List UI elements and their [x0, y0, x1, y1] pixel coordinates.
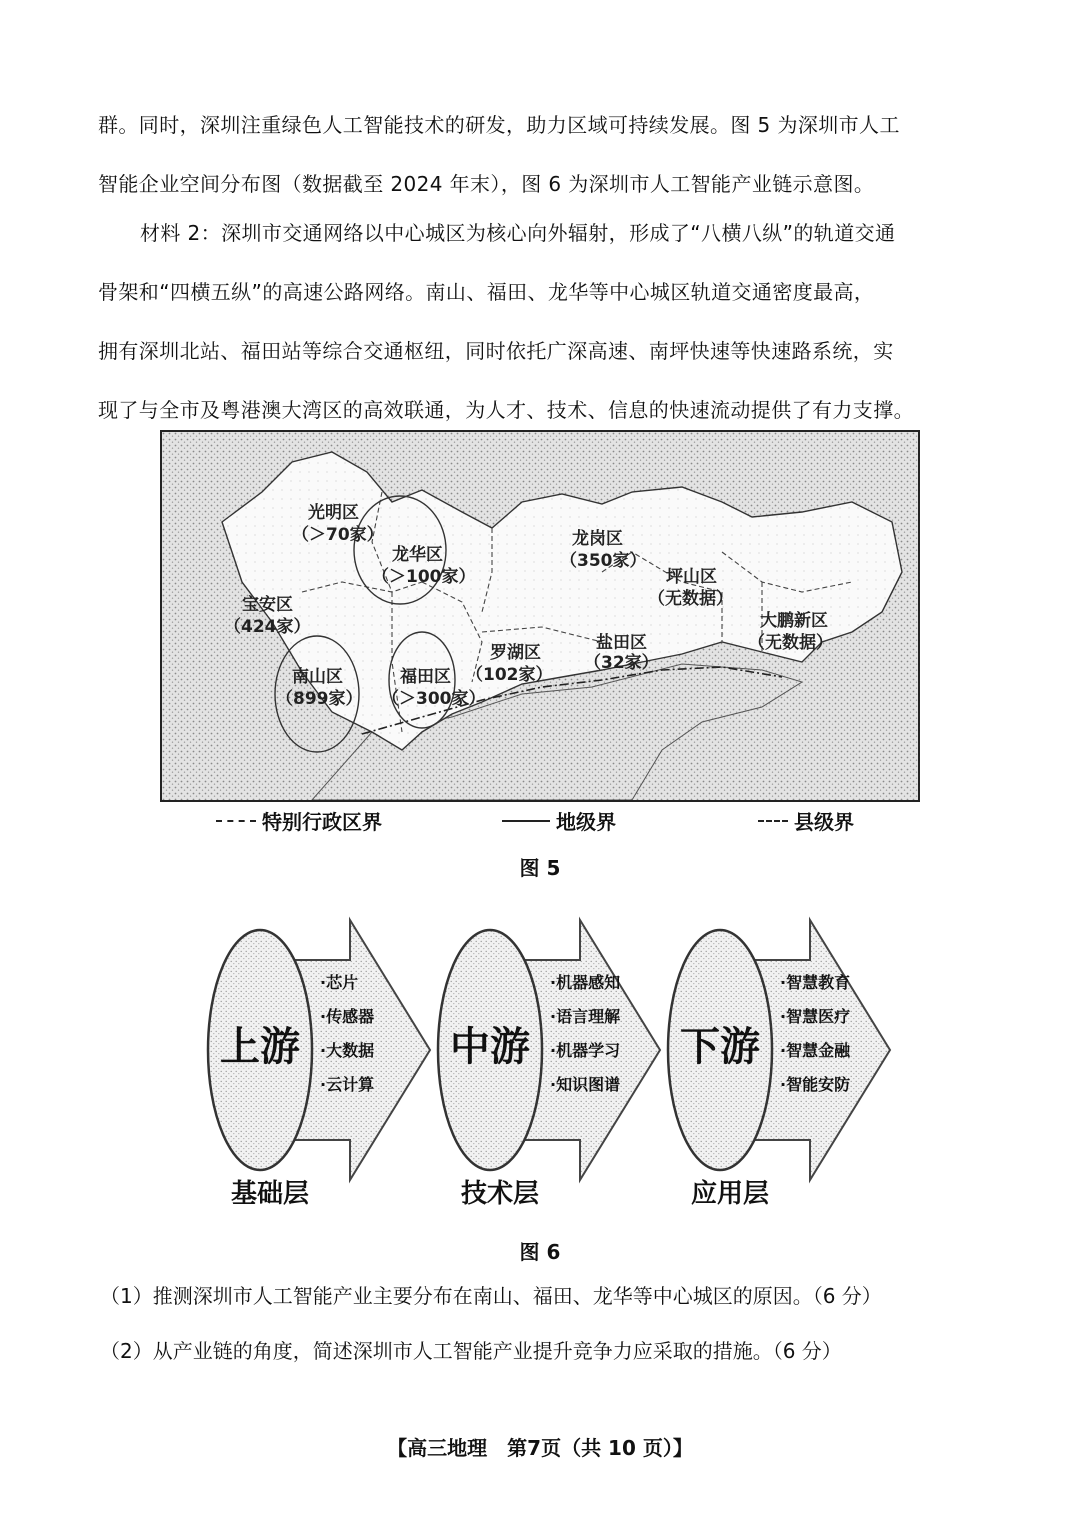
stage-item: ·智慧医疗 — [780, 1007, 851, 1026]
industry-chain-diagram — [200, 910, 900, 1220]
stage-item: ·智慧金融 — [780, 1041, 851, 1060]
shenzhen-ai-map — [160, 430, 920, 802]
stage-item: ·传感器 — [320, 1007, 375, 1026]
stage-name: 上游 — [220, 1024, 300, 1070]
text-line: 拥有深圳北站、福田站等综合交通枢纽，同时依托广深高速、南坪快速等快速路系统，实 — [98, 339, 894, 363]
stage-item: ·云计算 — [320, 1075, 375, 1094]
district-name-guangming: 光明区 — [308, 503, 359, 523]
stage-item: ·知识图谱 — [550, 1075, 621, 1094]
legend-label: 特别行政区界 — [262, 810, 382, 834]
stage-item: ·机器感知 — [550, 973, 621, 992]
district-name-dapeng: 大鹏新区 — [760, 611, 828, 631]
stage-item: ·芯片 — [320, 973, 359, 992]
district-name-luohu: 罗湖区 — [490, 643, 541, 663]
district-name-pingshan: 坪山区 — [666, 567, 717, 587]
stage-name: 中游 — [450, 1024, 530, 1070]
page-footer: 【高三地理 第7页（共 10 页）】 — [387, 1436, 693, 1460]
text-line: 现了与全市及粤港澳大湾区的高效联通，为人才、技术、信息的快速流动提供了有力支撑。 — [98, 398, 914, 422]
legend-county — [758, 806, 854, 835]
stage-item: ·语言理解 — [550, 1007, 621, 1026]
stage-layer: 应用层 — [690, 1179, 770, 1209]
district-count-guangming: （＞70家） — [292, 525, 384, 545]
question-1: （1）推测深圳市人工智能产业主要分布在南山、福田、龙华等中心城区的原因。（6 分） — [100, 1284, 882, 1308]
district-count-dapeng: （无数据） — [748, 633, 833, 653]
stage-layer: 基础层 — [230, 1179, 310, 1209]
district-name-longhua: 龙华区 — [392, 545, 443, 565]
stage-item: ·智能安防 — [780, 1075, 851, 1094]
district-name-futian: 福田区 — [400, 667, 451, 687]
text-line: 材料 2：深圳市交通网络以中心城区为核心向外辐射，形成了“八横八纵”的轨道交通 — [140, 221, 896, 245]
stage-item: ·智慧教育 — [780, 973, 851, 992]
sar-line-icon — [216, 820, 256, 822]
legend-prefecture — [502, 806, 616, 835]
district-name-longgang: 龙岗区 — [572, 529, 623, 549]
legend-sar — [216, 806, 382, 835]
map-canvas — [162, 432, 918, 800]
figure-5-caption: 图 5 — [519, 856, 561, 880]
district-count-longhua: （＞100家） — [372, 567, 476, 587]
district-name-baoan: 宝安区 — [242, 595, 293, 615]
district-count-nanshan: （899家） — [276, 689, 363, 709]
stage-item: ·大数据 — [320, 1041, 375, 1060]
map-legend — [160, 806, 920, 832]
legend-label: 县级界 — [794, 810, 854, 834]
district-count-futian: （＞300家） — [382, 689, 486, 709]
county-line-icon — [758, 820, 788, 822]
district-count-luohu: （102家） — [466, 665, 553, 685]
text-line: 群。同时，深圳注重绿色人工智能技术的研发，助力区域可持续发展。图 5 为深圳市人工 — [98, 113, 900, 137]
legend-label: 地级界 — [556, 810, 616, 834]
question-2: （2）从产业链的角度，简述深圳市人工智能产业提升竞争力应采取的措施。（6 分） — [100, 1339, 842, 1363]
material-2-paragraph — [98, 204, 998, 440]
district-count-baoan: （424家） — [224, 617, 311, 637]
district-name-nanshan: 南山区 — [292, 667, 343, 687]
stage-name: 下游 — [680, 1024, 760, 1070]
stage-layer: 技术层 — [460, 1179, 540, 1209]
district-name-yantian: 盐田区 — [596, 633, 647, 653]
text-line: 骨架和“四横五纵”的高速公路网络。南山、福田、龙华等中心城区轨道交通密度最高， — [98, 280, 875, 304]
chain-canvas — [200, 910, 900, 1220]
district-count-pingshan: （无数据） — [648, 589, 733, 609]
text-line: 智能企业空间分布图（数据截至 2024 年末），图 6 为深圳市人工智能产业链示意图。 — [98, 172, 875, 196]
stage-item: ·机器学习 — [550, 1041, 621, 1060]
material-1-paragraph — [98, 96, 998, 214]
district-count-longgang: （350家） — [560, 551, 647, 571]
figure-6-caption: 图 6 — [519, 1240, 561, 1264]
district-count-yantian: （32家） — [584, 653, 659, 673]
prefecture-line-icon — [502, 820, 550, 822]
